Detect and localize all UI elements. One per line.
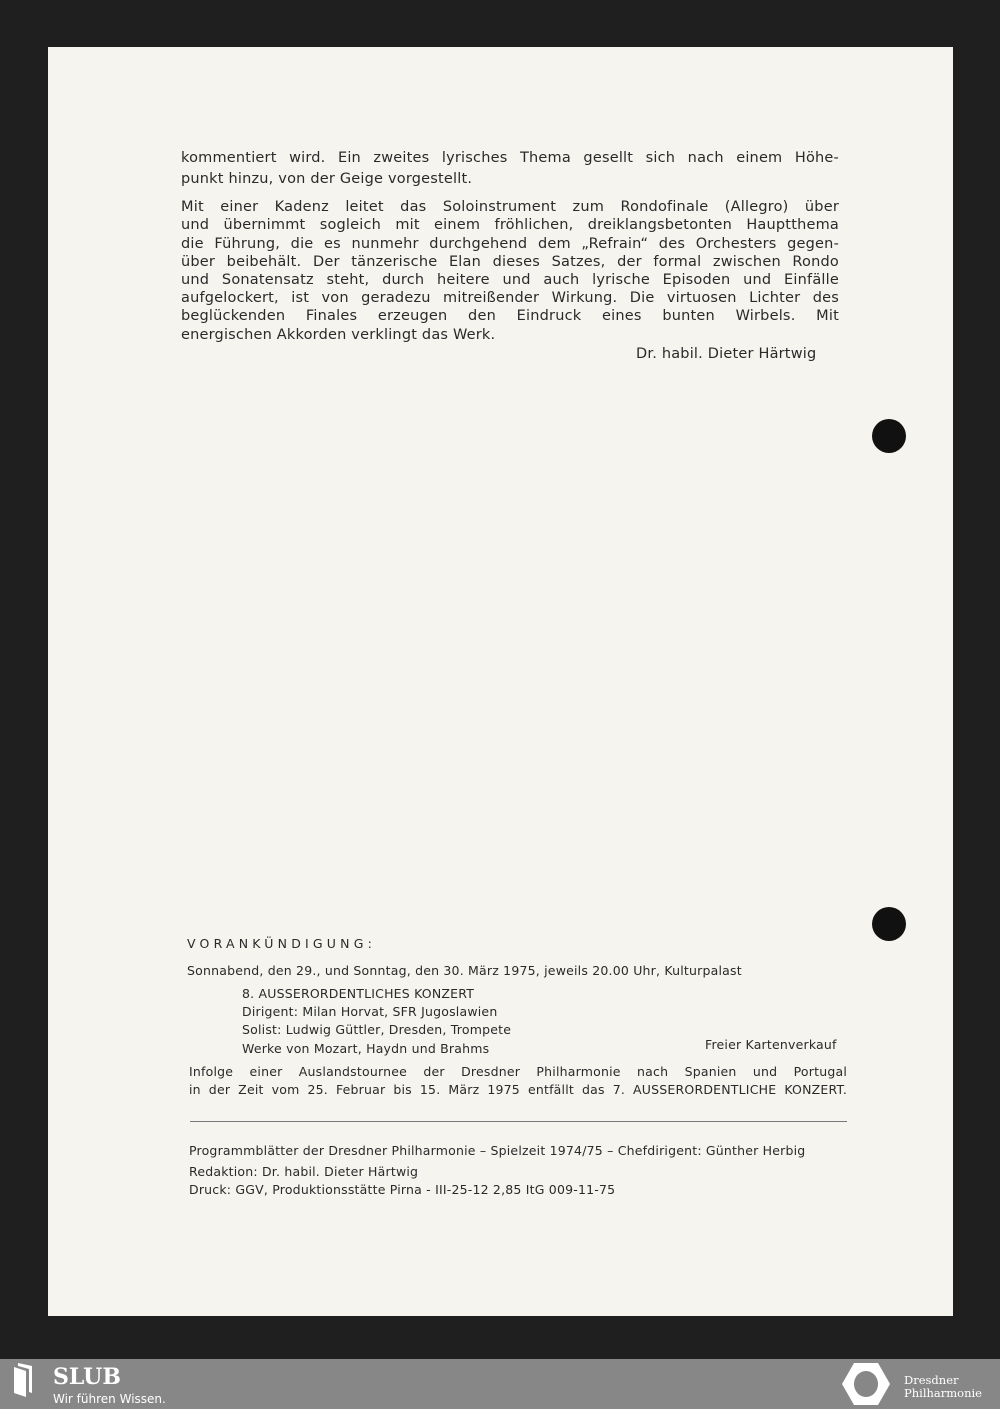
article-line: aufgelockert, ist von geradezu mitreißender Wirkung. Die virtuosen Lichter des: [181, 290, 839, 306]
philharmonie-line2: Philharmonie: [904, 1386, 982, 1400]
article-author: Dr. habil. Dieter Härtwig: [636, 346, 817, 362]
footer-bar: [0, 1359, 1000, 1409]
concert-soloist: Solist: Ludwig Güttler, Dresden, Trompete: [242, 1022, 512, 1037]
philharmonie-name: [904, 1374, 982, 1400]
article-line: beglückenden Finales erzeugen den Eindruck eines bunten Wirbels. Mit: [181, 308, 839, 324]
article-line: und Sonatensatz steht, durch heitere und auch lyrische Episoden und Einfälle: [181, 272, 839, 288]
book-icon: [12, 1363, 36, 1397]
imprint-line: Programmblätter der Dresdner Philharmonie – Spielzeit 1974/75 – Chefdirigent: Günther Herbig: [189, 1143, 806, 1158]
imprint-line: Druck: GGV, Produktionsstätte Pirna - III-25-12 2,85 ItG 009-11-75: [189, 1182, 616, 1197]
article-line: energischen Akkorden verklingt das Werk.: [181, 327, 496, 343]
announcement-date: Sonnabend, den 29., und Sonntag, den 30. März 1975, jeweils 20.00 Uhr, Kulturpalast: [187, 963, 742, 978]
imprint-line: Redaktion: Dr. habil. Dieter Härtwig: [189, 1164, 419, 1179]
concert-title: 8. AUSSERORDENTLICHES KONZERT: [242, 986, 475, 1001]
concert-works: Werke von Mozart, Haydn und Brahms: [242, 1041, 490, 1056]
article-line: punkt hinzu, von der Geige vorgestellt.: [181, 171, 473, 187]
philharmonie-line1: Dresdner: [904, 1373, 959, 1387]
notice-line: in der Zeit vom 25. Februar bis 15. März 1975 entfällt das 7. AUSSERORDENTLICHE KONZERT.: [189, 1082, 847, 1097]
ticket-info: Freier Kartenverkauf: [705, 1037, 837, 1052]
article-line: und übernimmt sogleich mit einem fröhlichen, dreiklangsbetonten Hauptthema: [181, 217, 839, 233]
punch-hole: [872, 419, 906, 453]
philharmonie-logo-icon: [840, 1361, 892, 1407]
announcement-heading: VORANKÜNDIGUNG:: [187, 936, 377, 951]
slub-logo-text: SLUB: [53, 1364, 121, 1390]
concert-conductor: Dirigent: Milan Horvat, SFR Jugoslawien: [242, 1004, 498, 1019]
article-line: kommentiert wird. Ein zweites lyrisches Thema gesellt sich nach einem Höhe-: [181, 150, 839, 166]
article-line: Mit einer Kadenz leitet das Soloinstrument zum Rondofinale (Allegro) über: [181, 199, 839, 215]
divider: [190, 1121, 847, 1122]
notice-line: Infolge einer Auslandstournee der Dresdner Philharmonie nach Spanien und Portugal: [189, 1064, 847, 1079]
slub-tagline: Wir führen Wissen.: [53, 1392, 166, 1406]
article-line: über beibehält. Der tänzerische Elan dieses Satzes, der formal zwischen Rondo: [181, 254, 839, 270]
article-line: die Führung, die es nunmehr durchgehend dem „Refrain“ des Orchesters gegen-: [181, 236, 839, 252]
punch-hole: [872, 907, 906, 941]
